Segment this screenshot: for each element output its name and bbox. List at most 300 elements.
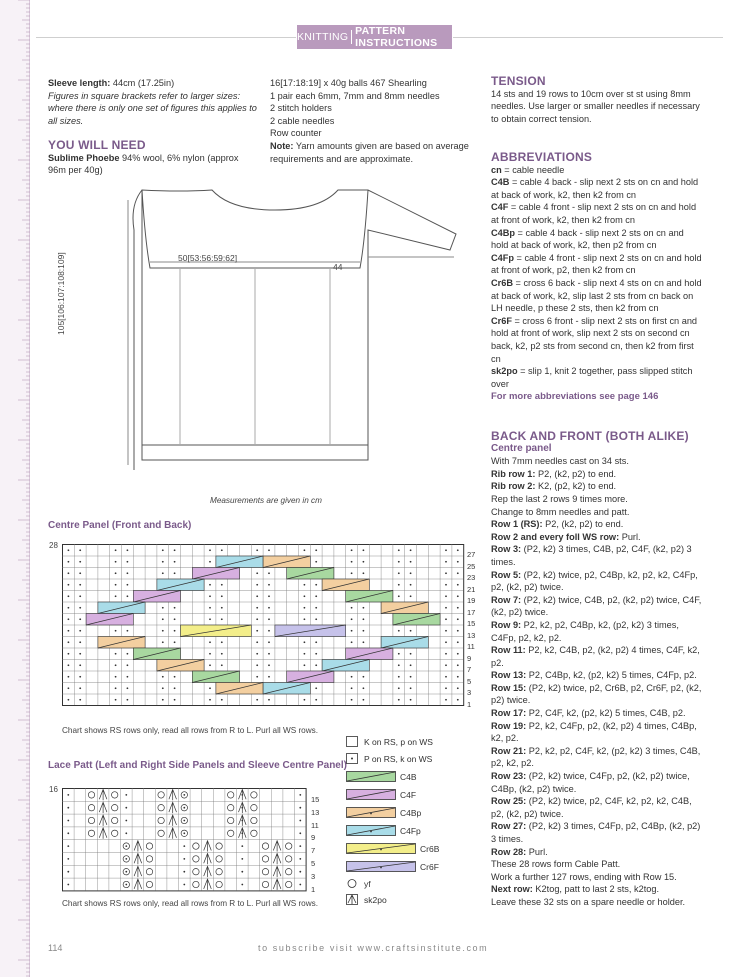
purl-dot (363, 676, 365, 678)
purl-dot (351, 561, 353, 563)
purl-dot (457, 687, 459, 689)
row-number: 13 (311, 807, 320, 817)
purl-dot (79, 607, 81, 609)
purl-dot (241, 845, 243, 847)
purl-dot (256, 584, 258, 586)
purl-dot (221, 549, 223, 551)
purl-dot (79, 584, 81, 586)
purl-dot (398, 676, 400, 678)
purl-dot (209, 607, 211, 609)
purl-dot (221, 653, 223, 655)
purl-dot (241, 871, 243, 873)
purl-dot (398, 595, 400, 597)
purl-dot (241, 858, 243, 860)
purl-dot (174, 630, 176, 632)
legend-item (346, 878, 371, 889)
footer-subscribe: to subscribe visit www.craftsinstitute.com (258, 943, 489, 953)
purl-dot (445, 595, 447, 597)
purl-dot (445, 630, 447, 632)
instruction-line: Next row: K2tog, patt to last 2 sts, k2tog. (491, 884, 660, 895)
chart-legend (346, 736, 486, 906)
row-number: 17 (467, 607, 476, 617)
back-front-block (491, 430, 703, 909)
purl-dot (221, 699, 223, 701)
purl-dot (162, 618, 164, 620)
purl-dot (410, 676, 412, 678)
purl-dot (68, 618, 70, 620)
purl-dot (174, 561, 176, 563)
purl-dot (183, 794, 185, 796)
row-number: 23 (467, 573, 476, 582)
instruction-line: Row 27: (P2, k2) 3 times, C4Fp, p2, C4Bp, (k2, p2) 3 times. (491, 821, 701, 844)
purl-dot (351, 687, 353, 689)
purl-dot (315, 607, 317, 609)
purl-dot (174, 618, 176, 620)
purl-dot (445, 618, 447, 620)
purl-dot (268, 676, 270, 678)
purl-dot (445, 664, 447, 666)
purl-dot (209, 584, 211, 586)
purl-dot (315, 584, 317, 586)
purl-dot (398, 653, 400, 655)
purl-dot (221, 664, 223, 666)
purl-dot (183, 832, 185, 834)
purl-dot (315, 618, 317, 620)
purl-dot (209, 618, 211, 620)
purl-dot (183, 858, 185, 860)
purl-dot (67, 884, 69, 886)
purl-dot (162, 687, 164, 689)
instruction-line: Row 3: (P2, k2) 3 times, C4B, p2, C4F, (k2, p2) 3 times. (491, 544, 692, 567)
purl-dot (183, 807, 185, 809)
material-item: 1 pair each 6mm, 7mm and 8mm needles (270, 90, 440, 101)
centre-panel-subheading: Centre panel (491, 442, 552, 454)
legend-label: K on RS, p on WS (364, 736, 433, 747)
legend-label: Cr6F (420, 861, 439, 872)
purl-dot (315, 664, 317, 666)
purl-dot (209, 664, 211, 666)
purl-dot (351, 607, 353, 609)
legend-label: P on RS, k on WS (364, 753, 433, 764)
ruler-ticks (0, 0, 30, 977)
instruction-line: Row 17: P2, C4F, k2, (p2, k2) 5 times, C4B, p2. (491, 708, 686, 719)
purl-dot (68, 653, 70, 655)
purl-dot (351, 572, 353, 574)
purl-dot (256, 641, 258, 643)
purl-dot (67, 794, 69, 796)
banner-pattern-instructions: PATTERN INSTRUCTIONS (355, 25, 438, 49)
purl-dot (115, 572, 117, 574)
purl-dot (241, 884, 243, 886)
purl-dot (445, 641, 447, 643)
purl-dot (125, 858, 127, 860)
purl-dot (410, 561, 412, 563)
c4fp-icon (346, 825, 396, 836)
purl-dot (209, 687, 211, 689)
legend-label: C4B (400, 771, 417, 782)
header-rule-right (453, 37, 723, 38)
purl-dot (304, 618, 306, 620)
abbreviation-item: Cr6B = cross 6 back - slip next 4 sts on cn and hold at back of work, k2, slip last 2 sts from cn back on LH needle, p these 2 sts, then k2 from cn (491, 277, 702, 314)
you-will-need-heading: YOU WILL NEED (48, 138, 146, 152)
purl-dot (398, 699, 400, 701)
instruction-line: Row 23: (P2, k2) twice, C4Fp, p2, (k2, p2) twice, C4Bp, (k2, p2) twice. (491, 771, 690, 794)
purl-dot (351, 630, 353, 632)
purl-dot (174, 607, 176, 609)
empty-square-icon (346, 736, 358, 747)
purl-dot (299, 845, 301, 847)
instruction-line: Row 21: P2, k2, p2, C4F, k2, (p2, k2) 3 times, C4B, p2, k2, p2. (491, 745, 701, 769)
purl-dot (315, 549, 317, 551)
sleeve-length-value: 44cm (17.25in) (110, 78, 175, 88)
purl-dot (445, 572, 447, 574)
instruction-line: Row 28: Purl. (491, 846, 548, 857)
purl-dot (363, 561, 365, 563)
schematic-caption: Measurements are given in cm (210, 496, 322, 505)
purl-dot (127, 664, 129, 666)
purl-dot (174, 676, 176, 678)
garment-schematic (120, 180, 470, 490)
yarn-name: Sublime Phoebe (48, 152, 120, 163)
purl-dot (304, 641, 306, 643)
row-number: 5 (467, 676, 472, 686)
length-measurement: 105[106:107:108:109] (56, 252, 66, 335)
lace-chart-note: Chart shows RS rows only, read all rows from R to L. Purl all WS rows. (62, 899, 319, 908)
abbreviation-item: C4F = cable 4 front - slip next 2 sts on cn and hold at front of work, k2, then k2 from cn (491, 202, 697, 225)
purl-dot (268, 653, 270, 655)
cr6b-icon (346, 843, 416, 854)
instruction-line: These 28 rows form Cable Patt. (491, 859, 621, 870)
instruction-line: Row 19: P2, k2, C4Fp, p2, (k2, p2) 4 times, C4Bp, k2, p2. (491, 720, 697, 744)
more-abbreviations-link: For more abbreviations see page 146 (491, 391, 659, 403)
legend-item (346, 789, 416, 800)
sk2po-icon (346, 894, 358, 905)
instruction-line: With 7mm needles cast on 34 sts. (491, 456, 629, 467)
purl-dot (115, 595, 117, 597)
legend-item (346, 736, 433, 747)
purl-dot (299, 794, 301, 796)
purl-dot (457, 584, 459, 586)
section-banner (297, 25, 452, 49)
tension-heading: TENSION (491, 74, 546, 88)
abbreviation-item: sk2po = slip 1, knit 2 together, pass slipped stitch over (491, 366, 693, 389)
materials-block (270, 77, 482, 165)
instruction-line: Change to 8mm needles and patt. (491, 506, 630, 517)
purl-dot (115, 664, 117, 666)
purl-dot (304, 664, 306, 666)
purl-dot (125, 807, 127, 809)
row-number: 3 (467, 688, 472, 697)
purl-dot (299, 820, 301, 822)
purl-dot (115, 699, 117, 701)
purl-dot (79, 549, 81, 551)
purl-dot (457, 618, 459, 620)
purl-dot (68, 561, 70, 563)
purl-dot (299, 832, 301, 834)
row-number: 3 (311, 871, 316, 881)
sizes-note: Figures in square brackets refer to larger sizes: where there is only one set of figures this applies to all sizes. (48, 90, 257, 126)
purl-dot (445, 653, 447, 655)
purl-dot (457, 641, 459, 643)
legend-item (346, 753, 432, 764)
instruction-line: Rib row 2: K2, (p2, k2) to end. (491, 481, 617, 492)
centre-panel-chart (62, 544, 465, 706)
purl-dot (268, 572, 270, 574)
purl-dot (363, 618, 365, 620)
purl-dot (79, 641, 81, 643)
instruction-line: Row 2 and every foll WS row: Purl. (491, 531, 641, 542)
tension-block (491, 75, 703, 125)
instruction-line: Row 15: (P2, k2) twice, p2, Cr6B, p2, Cr6F, p2, (k2, p2) twice. (491, 682, 702, 706)
legend-label: C4Bp (400, 807, 422, 818)
lace-chart-row-numbers (311, 794, 325, 896)
row-number: 7 (467, 665, 472, 674)
row-number: 15 (467, 619, 476, 628)
purl-dot (268, 641, 270, 643)
row-number: 21 (467, 584, 476, 594)
purl-dot (315, 653, 317, 655)
purl-dot (125, 794, 127, 796)
purl-dot (174, 699, 176, 701)
purl-dot (363, 687, 365, 689)
purl-dot (315, 687, 317, 689)
purl-dot (268, 549, 270, 551)
purl-dot (221, 618, 223, 620)
abbreviation-item: C4Fp = cable 4 front - slip next 2 sts on cn and hold at front of work, p2, then k2 from cn (491, 252, 702, 276)
purl-dot (68, 687, 70, 689)
purl-dot (68, 641, 70, 643)
purl-dot (183, 884, 185, 886)
purl-dot (67, 832, 69, 834)
purl-dot (183, 871, 185, 873)
purl-dot (209, 641, 211, 643)
purl-dot (299, 884, 301, 886)
row-number: 19 (467, 596, 476, 605)
purl-dot (67, 871, 69, 873)
instruction-line: Row 13: P2, C4Bp, k2, (p2, k2) 5 times, C4Fp, p2. (491, 670, 697, 681)
purl-dot (125, 884, 127, 886)
purl-dot (457, 664, 459, 666)
purl-dot (299, 807, 301, 809)
purl-dot (304, 699, 306, 701)
purl-dot (68, 595, 70, 597)
purl-dot (398, 584, 400, 586)
instruction-line: Row 11: P2, k2, C4B, p2, (k2, p2) 4 times, C4F, k2, p2. (491, 645, 700, 668)
purl-dot (457, 676, 459, 678)
purl-dot (457, 549, 459, 551)
purl-dot (299, 858, 301, 860)
purl-dot (457, 653, 459, 655)
purl-dot (79, 687, 81, 689)
row-number: 11 (311, 820, 319, 830)
purl-dot (268, 630, 270, 632)
purl-dot (268, 664, 270, 666)
purl-dot (127, 699, 129, 701)
purl-dot (68, 584, 70, 586)
purl-dot (68, 549, 70, 551)
purl-dot (410, 549, 412, 551)
legend-item (346, 825, 421, 836)
purl-dot (363, 699, 365, 701)
purl-dot (256, 618, 258, 620)
purl-dot (410, 572, 412, 574)
abbreviations-heading: ABBREVIATIONS (491, 150, 593, 164)
abbreviation-item: Cr6F = cross 6 front - slip next 2 sts on first cn and hold at front of work, slip next 2 sts on second cn back, k2, p2 sts from second cn, then k2 from first cn (491, 315, 698, 364)
purl-dot (256, 572, 258, 574)
purl-dot (256, 676, 258, 678)
row-number: 9 (311, 833, 316, 843)
purl-dot (445, 549, 447, 551)
purl-dot (363, 641, 365, 643)
lace-panel-chart (62, 788, 308, 892)
legend-label: Cr6B (420, 843, 440, 854)
purl-dot (268, 699, 270, 701)
row-number: 1 (311, 884, 316, 894)
yarn-desc: 94% wool, 6% nylon (approx 96m per 40g) (48, 152, 239, 176)
material-item: 16[17:18:19] x 40g balls 467 Shearling (270, 78, 427, 88)
purl-dot (174, 641, 176, 643)
purl-dot (315, 641, 317, 643)
purl-dot (127, 687, 129, 689)
back-front-heading: BACK AND FRONT (BOTH ALIKE) (491, 429, 689, 443)
purl-dot (363, 607, 365, 609)
purl-dot (79, 653, 81, 655)
page-number: 114 (48, 943, 63, 953)
purl-dot (79, 676, 81, 678)
purl-dot (351, 618, 353, 620)
legend-item (346, 843, 439, 854)
purl-dot (256, 664, 258, 666)
purl-dot (115, 687, 117, 689)
cr6f-icon (346, 861, 416, 872)
instruction-line: Row 1 (RS): P2, (k2, p2) to end. (491, 519, 624, 530)
instruction-line: Work a further 127 rows, ending with Row 15. (491, 871, 677, 882)
purl-dot (68, 607, 70, 609)
purl-dot (162, 572, 164, 574)
purl-dot (304, 607, 306, 609)
purl-dot (68, 676, 70, 678)
purl-dot (127, 630, 129, 632)
purl-dot (445, 687, 447, 689)
purl-dot (183, 820, 185, 822)
purl-dot (398, 664, 400, 666)
purl-dot (79, 664, 81, 666)
instruction-line: Row 9: P2, k2, p2, C4Bp, k2, (p2, k2) 3 times, C4Fp, p2, k2, p2. (491, 619, 679, 643)
lace-chart-title: Lace Patt (Left and Right Side Panels and Sleeve Centre Panel) (48, 760, 347, 771)
purl-dot (162, 561, 164, 563)
purl-dot (79, 630, 81, 632)
purl-dot (221, 584, 223, 586)
row-number: 11 (467, 642, 475, 651)
legend-item (346, 894, 387, 905)
purl-dot (363, 630, 365, 632)
material-item: Row counter (270, 128, 322, 139)
legend-label: yf (364, 878, 371, 889)
purl-dot (79, 618, 81, 620)
purl-dot (398, 561, 400, 563)
instruction-line: Row 25: (P2, k2) twice, p2, C4F, k2, p2, k2, C4B, p2, (k2, p2) twice. (491, 796, 692, 819)
abbreviation-item: C4Bp = cable 4 back - slip next 2 sts on cn and hold at back of work, k2, then p2 from cn (491, 227, 684, 251)
purl-dot (351, 641, 353, 643)
purl-dot (410, 584, 412, 586)
row-number: 25 (467, 561, 476, 571)
purl-dot (457, 607, 459, 609)
purl-dot (457, 561, 459, 563)
purl-dot (174, 687, 176, 689)
abbreviations-block (491, 151, 703, 404)
purl-dot (268, 595, 270, 597)
purl-dot (304, 584, 306, 586)
purl-dot (67, 820, 69, 822)
purl-dot (79, 572, 81, 574)
purl-dot (183, 845, 185, 847)
purl-dot (221, 607, 223, 609)
purl-dot (304, 653, 306, 655)
purl-dot (304, 595, 306, 597)
purl-dot (268, 584, 270, 586)
you-will-need-block (48, 139, 258, 177)
purl-dot (256, 607, 258, 609)
materials-note: Yarn amounts given are based on average requirements and are approximate. (270, 140, 469, 164)
instruction-line: Rep the last 2 rows 9 times more. (491, 493, 628, 504)
row-number: 15 (311, 795, 320, 804)
instruction-line: Row 7: (P2, k2) twice, C4B, p2, (k2, p2) twice, C4F, (k2, p2) twice. (491, 594, 702, 618)
purl-dot (162, 699, 164, 701)
purl-dot (115, 549, 117, 551)
legend-label: sk2po (364, 894, 387, 905)
dot-square-icon (346, 753, 358, 764)
c4bp-icon (346, 807, 396, 818)
purl-dot (351, 676, 353, 678)
purl-dot (79, 699, 81, 701)
purl-dot (351, 699, 353, 701)
purl-dot (115, 561, 117, 563)
purl-dot (315, 699, 317, 701)
purl-dot (398, 549, 400, 551)
purl-dot (256, 595, 258, 597)
materials-note-label: Note: (270, 140, 294, 151)
purl-dot (127, 653, 129, 655)
legend-item (346, 807, 421, 818)
purl-dot (363, 572, 365, 574)
instruction-line: Row 5: (P2, k2) twice, p2, C4Bp, k2, p2, k2, C4Fp, p2, (k2, p2) twice. (491, 569, 698, 593)
purl-dot (125, 832, 127, 834)
purl-dot (398, 572, 400, 574)
purl-dot (125, 845, 127, 847)
purl-dot (127, 676, 129, 678)
purl-dot (256, 699, 258, 701)
tension-text: 14 sts and 19 rows to 10cm over st st using 8mm needles. Use larger or smaller needles if necessary to obtain correct tension. (491, 88, 700, 124)
purl-dot (209, 595, 211, 597)
purl-dot (457, 595, 459, 597)
purl-dot (398, 630, 400, 632)
purl-dot (268, 607, 270, 609)
purl-dot (162, 676, 164, 678)
abbreviation-item: cn = cable needle (491, 164, 565, 175)
legend-label: C4Fp (400, 825, 421, 836)
purl-dot (209, 699, 211, 701)
legend-item (346, 771, 417, 782)
purl-dot (209, 549, 211, 551)
yf-icon (346, 878, 358, 889)
legend-item (346, 861, 439, 872)
purl-dot (457, 630, 459, 632)
purl-dot (162, 641, 164, 643)
abbreviation-item: C4B = cable 4 back - slip next 2 sts on cn and hold at back of work, k2, then k2 from cn (491, 177, 699, 200)
sleeve-length-label: Sleeve length: (48, 78, 111, 88)
purl-dot (268, 618, 270, 620)
c4f-icon (346, 789, 396, 800)
